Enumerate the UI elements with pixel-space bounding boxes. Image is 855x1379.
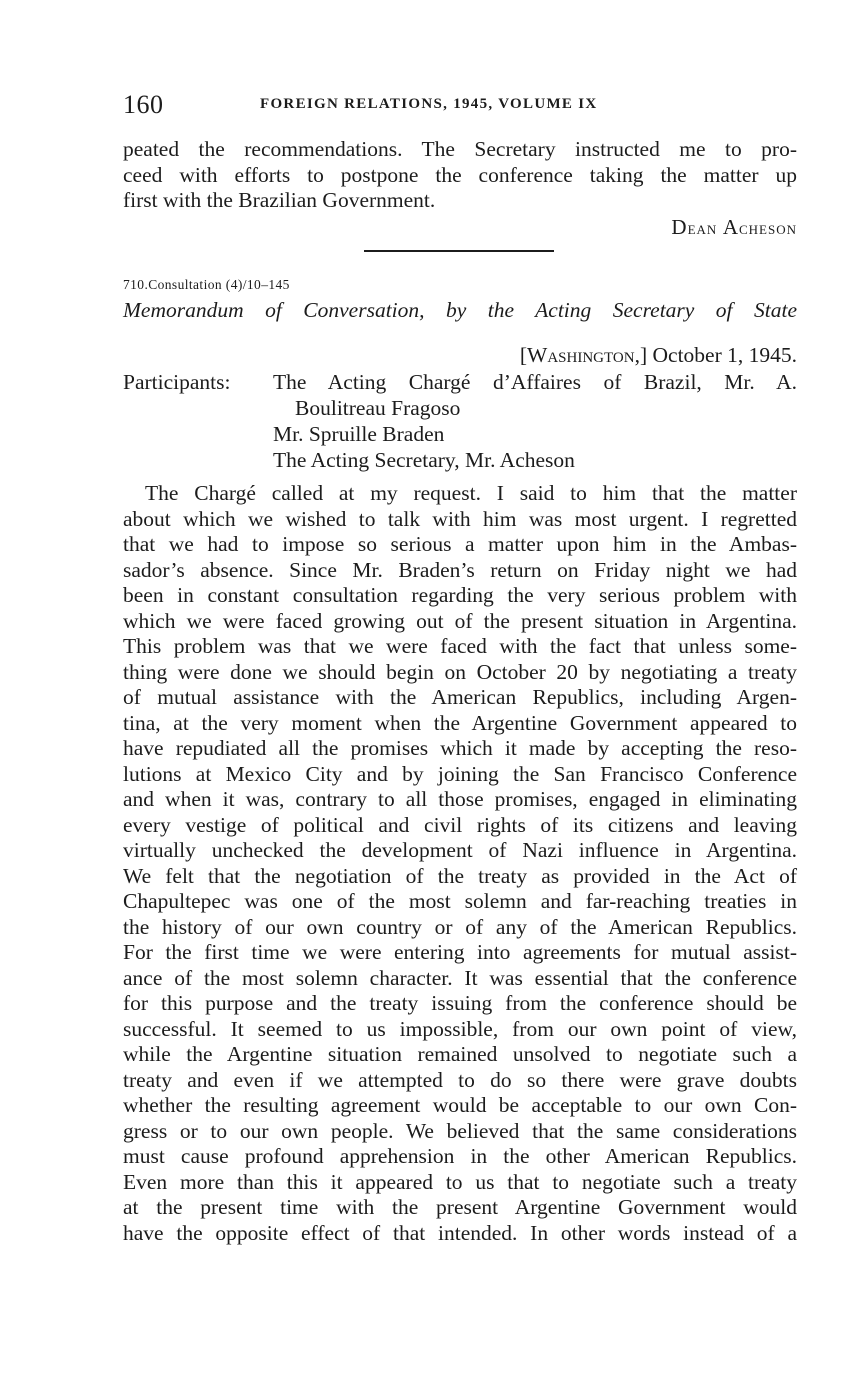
text-line: been in constant consultation regarding the very serious problem with <box>123 583 797 607</box>
text-line: about which we wished to talk with him was most urgent. I regretted <box>123 506 797 531</box>
document-title: Memorandum of Conversation, by the Acting Secretary of State <box>123 298 797 322</box>
text-line: gress or to our own people. We believed that the same considerations <box>123 1118 797 1143</box>
text-line: which we were faced growing out of the present situation in Argentina. <box>123 608 797 633</box>
text-line: Even more than this it appeared to us that to negotiate such a treaty <box>123 1169 797 1194</box>
text-line: whether the resulting agreement would be acceptable to our own Con- <box>123 1093 797 1117</box>
text-line: every vestige of political and civil rights of its citizens and leaving <box>123 812 797 837</box>
text-line: For the first time we were entering into agreements for mutual assist- <box>123 940 797 964</box>
text-line: Chapultepec was one of the most solemn and far-reaching treaties in <box>123 889 797 913</box>
running-head: FOREIGN RELATIONS, 1945, VOLUME IX <box>260 96 598 112</box>
participants-label: Participants: <box>123 370 231 394</box>
signature-first-initial: D <box>671 215 688 239</box>
text-line: virtually unchecked the development of Nazi influence in Argentina. <box>123 838 797 862</box>
text-line: at the present time with the present Argentine Government would <box>123 1195 797 1219</box>
dateline-place-rest: ashington <box>547 343 635 367</box>
text-line: the history of our own country or of any of the American Republics. <box>123 914 797 939</box>
file-reference: 710.Consultation (4)/10–145 <box>123 277 290 292</box>
section-divider <box>364 250 554 252</box>
signature-last-initial: A <box>722 215 739 239</box>
text-line: lutions at Mexico City and by joining the San Francisco Conference <box>123 761 797 786</box>
text-line: have repudiated all the promises which it made by accepting the reso- <box>123 736 797 760</box>
dateline <box>520 343 797 368</box>
text-line: sador’s absence. Since Mr. Braden’s return on Friday night we had <box>123 557 797 582</box>
text-line: This problem was that we were faced with the fact that unless some- <box>123 634 797 658</box>
text-line: successful. It seemed to us impossible, from our own point of view, <box>123 1016 797 1041</box>
text-line: that we had to impose so serious a matter upon him in the Ambas- <box>123 532 797 556</box>
text-line: first with the Brazilian Government. <box>123 188 436 212</box>
text-line: ance of the most solemn character. It was essential that the conference <box>123 965 797 990</box>
text-line: tina, at the very moment when the Argentine Government appeared to <box>123 710 797 735</box>
signature-first-rest: ean <box>687 218 718 238</box>
text-line: thing were done we should begin on October 20 by negotiating a treaty <box>123 659 797 684</box>
participant-line: The Acting Chargé d’Affaires of Brazil, Mr. A. <box>273 370 797 394</box>
text-line: The Chargé called at my request. I said to him that the matter <box>145 481 797 505</box>
text-line: treaty and even if we attempted to do so there were grave doubts <box>123 1067 797 1092</box>
participant-line: Mr. Spruille Braden <box>273 422 445 446</box>
continued-paragraph <box>123 137 797 214</box>
dateline-date: October 1, 1945. <box>652 343 797 367</box>
page-header <box>123 90 797 122</box>
text-line: ceed with efforts to postpone the conference taking the matter up <box>123 162 797 187</box>
text-line: have the opposite effect of that intended. In other words instead of a <box>123 1220 797 1245</box>
dateline-place-initial: W <box>527 343 548 367</box>
signature-last-rest: cheson <box>738 218 797 238</box>
dateline-place-close: ,] <box>634 343 648 367</box>
text-line: must cause profound apprehension in the other American Republics. <box>123 1144 797 1168</box>
text-line: We felt that the negotiation of the treaty as provided in the Act of <box>123 863 797 888</box>
text-line: for this purpose and the treaty issuing from the conference should be <box>123 991 797 1015</box>
dateline-place-open: [ <box>519 343 528 367</box>
text-line: of mutual assistance with the American Republics, including Argen- <box>123 685 797 709</box>
text-line: and when it was, contrary to all those promises, engaged in eliminating <box>123 787 797 811</box>
participant-line: Boulitreau Fragoso <box>295 396 461 420</box>
text-line: while the Argentine situation remained unsolved to negotiate such a <box>123 1042 797 1066</box>
signature <box>671 215 797 240</box>
memorandum-body <box>123 481 797 1246</box>
page-number: 160 <box>123 90 164 119</box>
text-line: peated the recommendations. The Secretary instructed me to pro- <box>123 137 797 161</box>
participant-line: The Acting Secretary, Mr. Acheson <box>273 448 575 472</box>
